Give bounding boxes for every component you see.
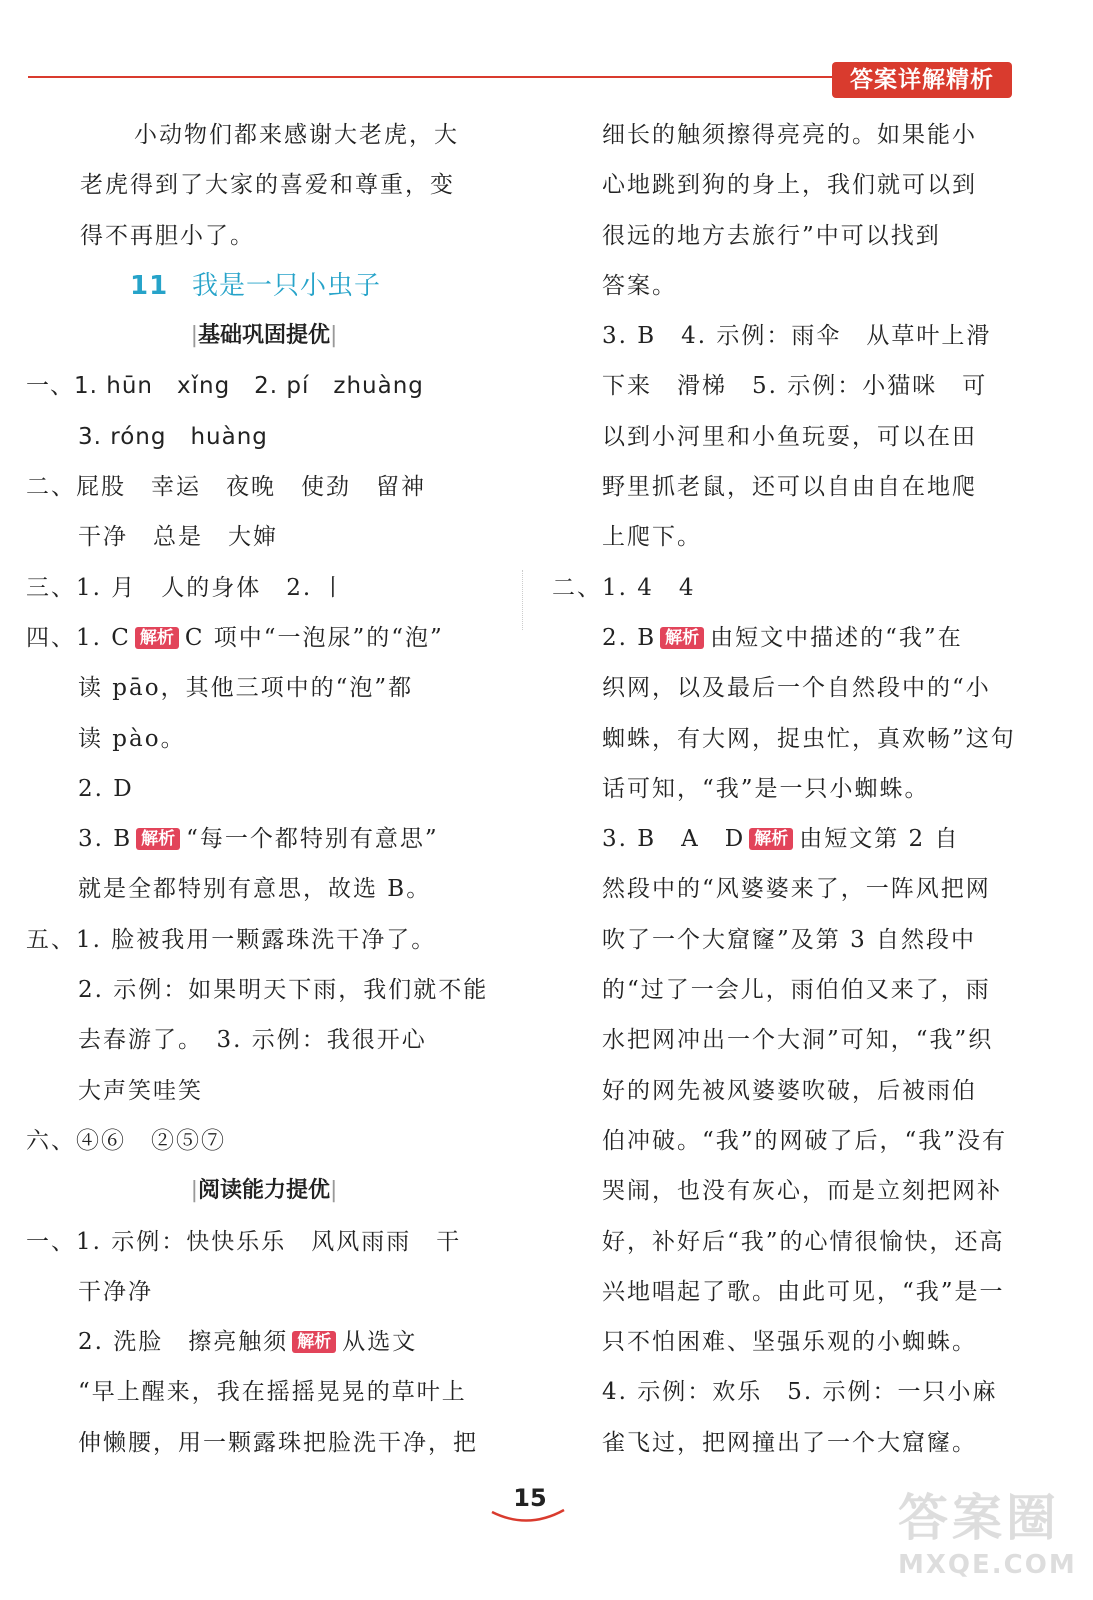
answer-line: 读 pāo，其他三项中的“泡”都 bbox=[78, 675, 414, 702]
answer-line: 只不怕困难、坚强乐观的小蜘蛛。 bbox=[602, 1329, 977, 1356]
answer-line: 干净净 bbox=[78, 1278, 153, 1305]
analysis-tag: 解析 bbox=[749, 828, 793, 850]
answer-line: 话可知，“我”是一只小蜘蛛。 bbox=[602, 775, 930, 802]
analysis-tag: 解析 bbox=[292, 1331, 336, 1353]
answer-text: 2. 洗脸 擦亮触须 bbox=[78, 1329, 289, 1356]
answer-line: 野里抓老鼠，还可以自由自在地爬 bbox=[602, 474, 977, 501]
answer-text: 从选文 bbox=[342, 1329, 418, 1356]
answer-line: 织网，以及最后一个自然段中的“小 bbox=[602, 675, 991, 702]
answer-line: 好，补好后“我”的心情很愉快，还高 bbox=[602, 1228, 1005, 1255]
answer-line: 以到小河里和小鱼玩耍，可以在田 bbox=[602, 423, 977, 450]
answer-line: 然段中的“风婆婆来了，一阵风把网 bbox=[602, 876, 991, 903]
left-column bbox=[26, 110, 502, 1468]
answer-line bbox=[26, 814, 502, 864]
header-rule bbox=[28, 76, 833, 78]
answer-line: 细长的触须擦得亮亮的。如果能小 bbox=[602, 122, 977, 148]
answer-line: 上爬下。 bbox=[602, 524, 702, 551]
answer-line: 就是全都特别有意思，故选 B。 bbox=[78, 876, 432, 903]
answer-line: 兴地唱起了歌。由此可见，“我”是一 bbox=[602, 1278, 1005, 1305]
section-title: |基础巩固提优| bbox=[190, 323, 338, 349]
text-line: 小动物们都来感谢大老虎，大 bbox=[134, 122, 459, 148]
answer-line: 大声笑哇笑 bbox=[78, 1077, 203, 1104]
answer-line: 读 pào。 bbox=[78, 725, 186, 752]
answer-line: 心地跳到狗的身上，我们就可以到 bbox=[602, 172, 977, 199]
answer-text: 四、1. C bbox=[26, 624, 131, 651]
answer-text: “每一个都特别有意思” bbox=[186, 826, 439, 853]
answer-line: 答案。 bbox=[602, 272, 677, 299]
answer-line: 一、1. hūn xǐng 2. pí zhuàng bbox=[26, 373, 424, 400]
answer-line: 雀飞过，把网撞出了一个大窟窿。 bbox=[602, 1429, 977, 1456]
answer-line: 水把网冲出一个大洞”可知，“我”织 bbox=[602, 1027, 994, 1054]
page-number-swoosh bbox=[488, 1508, 568, 1528]
lesson-name: 我是一只小虫子 bbox=[192, 270, 382, 301]
analysis-tag: 解析 bbox=[135, 627, 179, 649]
answer-line: 3. róng huàng bbox=[78, 423, 268, 450]
watermark-logo-text: 答案圈 bbox=[898, 1489, 1060, 1547]
watermark bbox=[898, 1488, 1078, 1594]
lesson-number: 11 bbox=[130, 270, 169, 301]
answer-line: 干净 总是 大婶 bbox=[78, 524, 278, 551]
answer-text: C 项中“一泡尿”的“泡” bbox=[184, 624, 444, 651]
answer-line: 很远的地方去旅行”中可以找到 bbox=[602, 222, 941, 249]
text-line: 老虎得到了大家的喜爱和尊重，变 bbox=[80, 172, 455, 199]
answer-line: 2. 示例：如果明天下雨，我们就不能 bbox=[78, 977, 489, 1004]
answer-line: 伸懒腰，用一颗露珠把脸洗干净，把 bbox=[78, 1429, 478, 1456]
answer-line: 蜘蛛，有大网，捉虫忙，真欢畅”这句 bbox=[602, 725, 1016, 752]
answer-text: 3. B bbox=[78, 826, 133, 853]
watermark-url: MXQE.COM bbox=[898, 1550, 1077, 1580]
answer-line: 三、1. 月 人的身体 2. 丨 bbox=[26, 574, 347, 601]
answer-line: 一、1. 示例：快快乐乐 风风雨雨 干 bbox=[26, 1228, 462, 1255]
answer-text: 由短文第 2 自 bbox=[799, 826, 960, 853]
answer-line: 吹了一个大窟窿”及第 3 自然段中 bbox=[602, 926, 977, 953]
lesson-title bbox=[26, 261, 502, 311]
answer-line: 二、屁股 幸运 夜晚 使劲 留神 bbox=[26, 474, 426, 501]
answer-line: 下来 滑梯 5. 示例：小猫咪 可 bbox=[602, 373, 988, 400]
answer-line: 3. B 4. 示例：雨伞 从草叶上滑 bbox=[602, 323, 992, 350]
answer-line bbox=[26, 613, 502, 663]
answer-line: 哭闹，也没有灰心，而是立刻把网补 bbox=[602, 1178, 1002, 1205]
column-divider bbox=[522, 570, 523, 630]
answer-line: 的“过了一会儿，雨伯伯又来了，雨 bbox=[602, 977, 991, 1004]
answer-line: 二、1. 4 4 bbox=[552, 574, 696, 601]
answer-text: 3. B A D bbox=[602, 826, 746, 853]
answer-line: 去春游了。 3. 示例：我很开心 bbox=[78, 1027, 427, 1054]
header-label: 答案详解精析 bbox=[832, 62, 1012, 98]
section-title-text: 基础巩固提优 bbox=[197, 323, 330, 349]
answer-line: 4. 示例：欢乐 5. 示例：一只小麻 bbox=[602, 1379, 998, 1406]
section-title-text: 阅读能力提优 bbox=[197, 1178, 330, 1204]
answer-line bbox=[552, 814, 1022, 864]
answer-line: 六、④⑥ ②⑤⑦ bbox=[26, 1127, 226, 1154]
analysis-tag: 解析 bbox=[136, 828, 180, 850]
answer-line: 五、1. 脸被我用一颗露珠洗干净了。 bbox=[26, 926, 437, 953]
answer-text: 由短文中描述的“我”在 bbox=[710, 624, 963, 651]
answer-line bbox=[552, 613, 1022, 663]
right-column bbox=[552, 110, 1022, 1468]
answer-line bbox=[26, 1317, 502, 1367]
answer-line: 2. D bbox=[78, 775, 134, 802]
answer-text: 2. B bbox=[602, 624, 657, 651]
answer-line: 好的网先被风婆婆吹破，后被雨伯 bbox=[602, 1077, 977, 1104]
section-title: |阅读能力提优| bbox=[190, 1178, 338, 1204]
analysis-tag: 解析 bbox=[660, 627, 704, 649]
answer-line: “早上醒来，我在摇摇晃晃的草叶上 bbox=[78, 1379, 467, 1406]
text-line: 得不再胆小了。 bbox=[80, 222, 255, 249]
page-number: 15 bbox=[513, 1484, 547, 1512]
answer-line: 伯冲破。“我”的网破了后，“我”没有 bbox=[602, 1127, 1008, 1154]
